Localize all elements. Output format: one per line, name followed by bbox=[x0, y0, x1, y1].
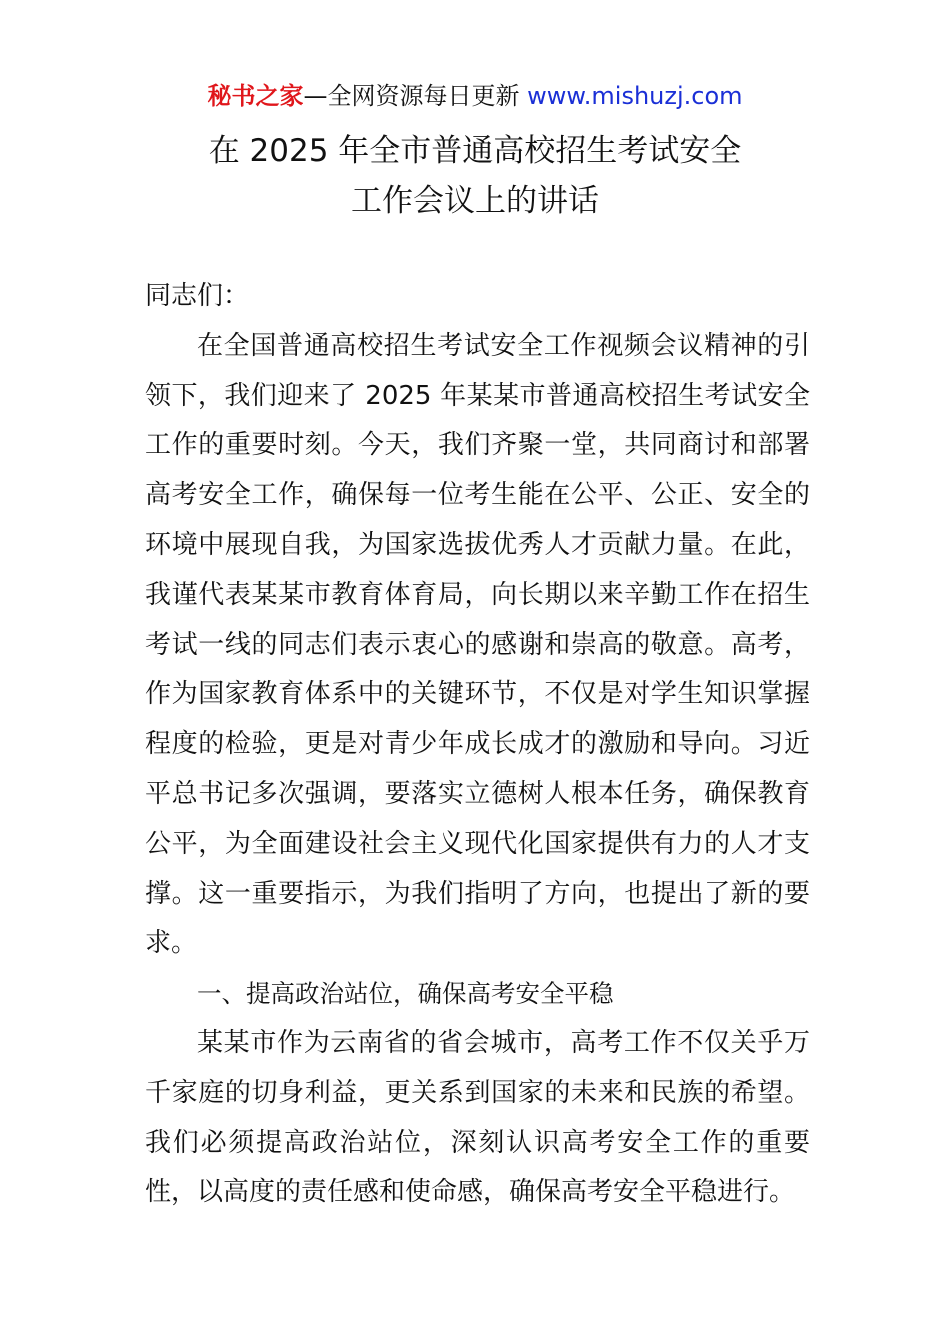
site-header bbox=[0, 80, 950, 112]
salutation: 同志们： bbox=[145, 281, 250, 311]
site-url-link[interactable]: www.mishuzj.com bbox=[527, 82, 743, 110]
document-title bbox=[0, 126, 950, 226]
header-tagline: —全网资源每日更新 bbox=[303, 82, 520, 110]
brand-name: 秘书之家 bbox=[207, 82, 304, 110]
section-heading-1: 一、提高政治站位，确保高考安全平稳 bbox=[197, 979, 614, 1009]
body-paragraph-1: 在全国普通高校招生考试安全工作视频会议精神的引领下，我们迎来了 2025 年某某市普通高校招生考试安全工作的重要时刻。今天，我们齐聚一堂，共同商讨和部署高考安全工作，确保每一位考生能在公平、公正、安全的环境中展现自我，为国家选拔优秀人才贡献力量。在此，我谨代表某某市教育体育局，向长期以来辛勤工作在招生考试一线的同志们表示衷心的感谢和崇高的敬意。高考，作为国家教育体系中的关键环节，不仅是对学生知识掌握程度的检验，更是对青少年成长成才的激励和导向。习近平总书记多次强调，要落实立德树人根本任务，确保教育公平，为全面建设社会主义现代化国家提供有力的人才支撑。这一重要指示，为我们指明了方向，也提出了新的要求。 bbox=[145, 330, 810, 959]
body-paragraph-2: 某某市作为云南省的省会城市，高考工作不仅关乎万千家庭的切身利益，更关系到国家的未来和民族的希望。我们必须提高政治站位，深刻认识高考安全工作的重要性，以高度的责任感和使命感，确保高考安全平稳进行。 bbox=[145, 1027, 810, 1208]
title-line-2: 工作会议上的讲话 bbox=[351, 183, 599, 219]
title-line-1: 在 2025 年全市普通高校招生考试安全 bbox=[208, 133, 742, 169]
document-body bbox=[145, 272, 810, 1218]
